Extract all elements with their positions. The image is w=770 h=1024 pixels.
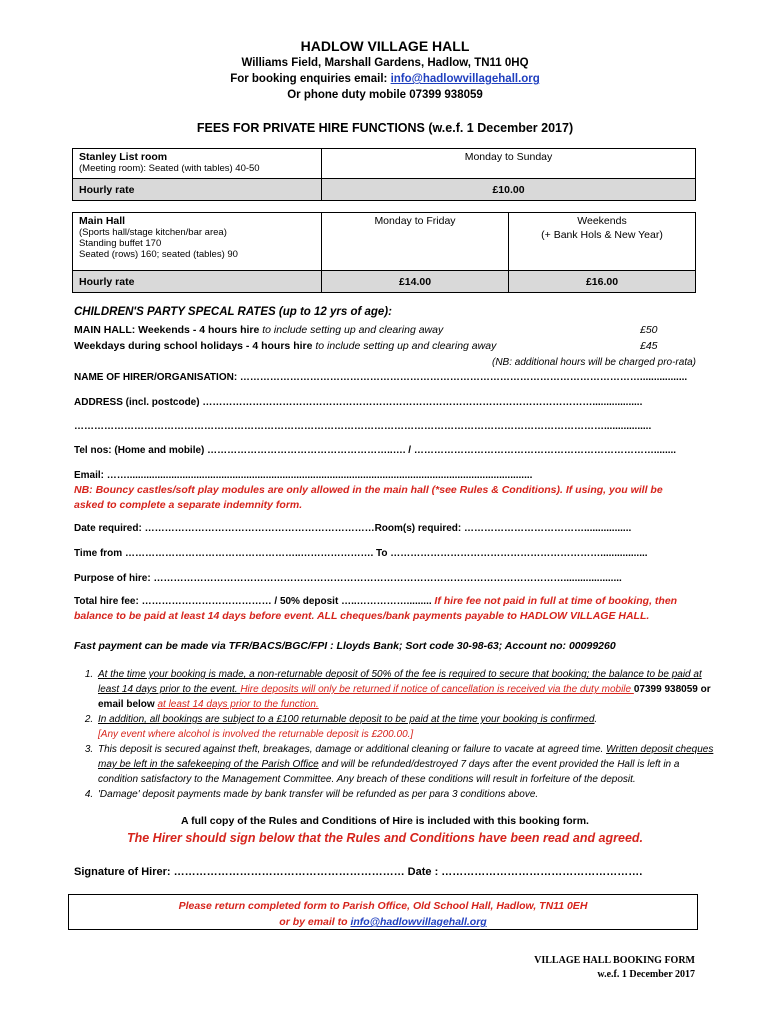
term-3-b: Written deposit cheques may be left in the safekeeping of the Parish Office — [98, 744, 714, 770]
stanley-room-name: Stanley List room — [79, 151, 168, 163]
signature-date-field[interactable]: Signature of Hirer: ……………………………………………………… Date : ………………………………………………. — [74, 866, 643, 878]
party-weekend-line — [74, 324, 694, 336]
term-2-c: [Any event where alcohol is involved the returnable deposit is £200.00.] — [98, 729, 414, 740]
term-2-a: In addition, all bookings are subject to a £100 returnable deposit to be paid at the time your booking is confirmed — [98, 714, 595, 725]
term-2 — [96, 712, 718, 742]
tel-field[interactable]: Tel nos: (Home and mobile) ………………………………………………..…. / ………………………………………………………………........ — [74, 445, 677, 456]
return-line-1: Please return completed form to Parish Office, Old School Hall, Hadlow, TN11 0EH — [178, 900, 588, 912]
term-1-d: at least 14 days prior to the function. — [157, 699, 319, 710]
main-hall-weekday-rate: £14.00 — [322, 271, 509, 293]
return-line-2-prefix: or by email to — [279, 916, 351, 928]
party-weekend-rest: to include setting up and clearing away — [259, 324, 444, 336]
booking-prefix: For booking enquiries email: — [230, 73, 391, 85]
footer-date: w.e.f. 1 December 2017 — [597, 969, 695, 980]
term-3-a: This deposit is secured against theft, breakages, damage or additional cleaning or failure to vacate at agreed time. — [98, 744, 607, 755]
party-weekend-bold: MAIN HALL: Weekends - 4 hours hire — [74, 324, 260, 336]
stanley-room-table — [72, 148, 696, 201]
email-field[interactable]: Email: …….................................................................................................................................................. — [74, 470, 533, 481]
party-weekday-line — [74, 340, 694, 352]
hirer-sign-note: The Hirer should sign below that the Rules and Conditions have been read and agreed. — [126, 831, 644, 845]
main-hall-weekday-header: Monday to Friday — [322, 213, 509, 271]
hirer-name-field[interactable]: NAME OF HIRER/ORGANISATION: …………………………………………………………………………………………………………................. — [74, 372, 688, 383]
footer-form-title: VILLAGE HALL BOOKING FORM — [534, 955, 695, 966]
term-1-b: Hire deposits will only be returned if notice of cancellation is received via the duty mobile — [240, 684, 634, 695]
return-email-link[interactable]: info@hadlowvillagehall.org — [350, 916, 487, 928]
party-weekday-rest: to include setting up and clearing away — [312, 340, 497, 352]
main-hall-weekend-rate: £16.00 — [509, 271, 696, 293]
address-field[interactable]: ADDRESS (incl. postcode) ……………………………………………………………………………………………………….................. — [74, 397, 643, 408]
fee-deposit-field[interactable]: Total hire fee: ………………………………… / 50% deposit …..……………......... — [74, 596, 432, 607]
term-4 — [96, 787, 718, 802]
fees-title: FEES FOR PRIVATE HIRE FUNCTIONS (w.e.f. 1 December 2017) — [196, 121, 574, 135]
duty-phone: Or phone duty mobile 07399 938059 — [287, 89, 483, 101]
return-line-2 — [69, 914, 697, 930]
stanley-room-cell — [73, 149, 322, 179]
party-weekend-price: £50 — [640, 324, 658, 336]
party-note: (NB: additional hours will be charged pro-rata) — [492, 357, 696, 368]
main-hall-weekend-header — [509, 213, 696, 271]
main-hall-rate-label: Hourly rate — [73, 271, 322, 293]
term-4-text: 'Damage' deposit payments made by bank transfer will be refunded as per para 3 conditions above. — [98, 789, 539, 800]
main-hall-desc-1: (Sports hall/stage kitchen/bar area) — [79, 227, 227, 238]
fast-payment: Fast payment can be made via TFR/BACS/BGC/FPI : Lloyds Bank; Sort code 30-98-63; Account no: 00099260 — [74, 640, 616, 652]
time-field[interactable]: Time from ……………………………………………..…………………. To ………………………………………………………................. — [74, 548, 648, 559]
bouncy-castle-note: NB: Bouncy castles/soft play modules are only allowed in the main hall (*see Rules & Conditions). If using, you will be asked to complete a separate indemnity form. — [74, 484, 663, 511]
return-instructions-box — [68, 894, 698, 930]
main-hall-name: Main Hall — [79, 215, 126, 227]
full-copy-note: A full copy of the Rules and Conditions of Hire is included with this booking form. — [181, 815, 589, 827]
stanley-days: Monday to Sunday — [322, 149, 696, 179]
page-title: HADLOW VILLAGE HALL — [300, 38, 470, 54]
stanley-rate-label: Hourly rate — [73, 179, 322, 201]
party-weekday-price: £45 — [640, 340, 658, 352]
address-line-2-field[interactable]: ……………………………………………………………………………………………………………………………………………................. — [74, 421, 652, 432]
bank-hols-label: (+ Bank Hols & New Year) — [541, 229, 663, 241]
booking-enquiries — [0, 73, 770, 85]
main-hall-cell — [73, 213, 322, 271]
term-1-a: At the time your booking is made, a non-returnable deposit of 50% of the fee is required to secure that booking; the balance to be paid at least 14 days prior to the event. — [98, 669, 702, 695]
terms-list — [74, 667, 718, 802]
fee-deposit-block — [74, 594, 694, 624]
party-weekday-bold: Weekdays during school holidays - 4 hours hire — [74, 340, 313, 352]
purpose-field[interactable]: Purpose of hire: ……………………………………………………………………………………………………………..................... — [74, 573, 622, 584]
party-heading: CHILDREN'S PARTY SPECAL RATES (up to 12 yrs of age): — [74, 306, 392, 318]
booking-email-link[interactable]: info@hadlowvillagehall.org — [390, 73, 540, 85]
main-hall-desc-3: Seated (rows) 160; seated (tables) 90 — [79, 249, 238, 260]
term-2-b: . — [594, 714, 598, 725]
date-room-field[interactable]: Date required: ……………………………………………………………Room(s) required: ………………………………................. — [74, 523, 632, 534]
balance-payment-note: If hire fee not paid in full at time of booking, then balance to be paid at least 14 days before event. ALL cheques/bank payments payable to HADLOW VILLAGE HALL. — [74, 595, 678, 622]
stanley-room-desc: (Meeting room): Seated (with tables) 40-50 — [79, 163, 260, 174]
weekends-label: Weekends — [577, 215, 627, 227]
stanley-rate: £10.00 — [322, 179, 696, 201]
term-1-c: 07399 938059 or email below — [98, 684, 711, 710]
term-1 — [96, 667, 718, 712]
main-hall-desc-2: Standing buffet 170 — [79, 238, 162, 249]
term-3-c: and will be refunded/destroyed 7 days after the event provided the Hall is left in a condition satisfactory to the Management Committee. Any breach of these conditions will result in forfeiture of the deposit. — [98, 759, 680, 785]
hall-address: Williams Field, Marshall Gardens, Hadlow, TN11 0HQ — [241, 57, 529, 69]
main-hall-table — [72, 212, 696, 293]
term-3 — [96, 742, 718, 787]
